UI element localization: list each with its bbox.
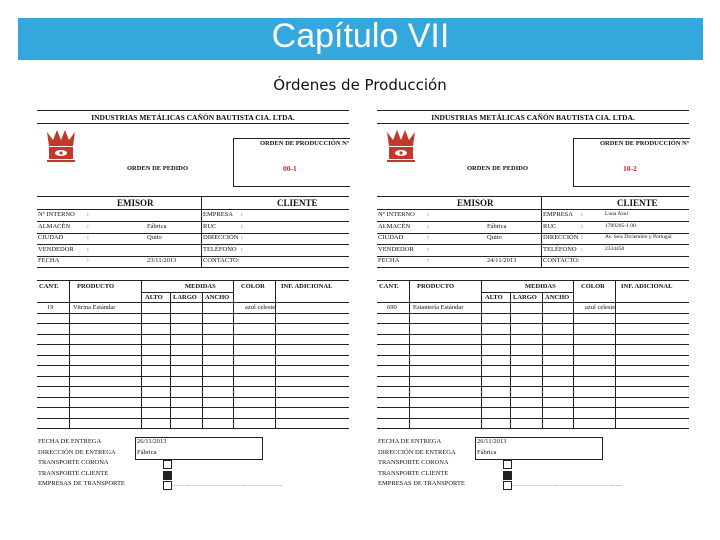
cliente-label: TELÉFONO — [203, 245, 237, 253]
order-form-1 — [37, 110, 349, 495]
cliente-title: CLIENTE — [617, 198, 658, 208]
cliente-label: RUC — [203, 222, 217, 230]
table-row — [37, 334, 349, 335]
emisor-title: EMISOR — [457, 198, 494, 208]
col-info: INF. ADICIONAL — [281, 283, 333, 290]
table-row — [377, 376, 689, 377]
delivery-label: EMPRESAS DE TRANSPORTE — [38, 480, 125, 487]
table-rule — [377, 280, 689, 281]
cliente-label: CONTACTO: — [543, 257, 580, 264]
col-producto: PRODUCTO — [417, 283, 455, 290]
emisor-title: EMISOR — [117, 198, 154, 208]
emisor-value: 23/11/2013 — [147, 257, 177, 264]
cliente-sep: : — [581, 211, 583, 218]
item-producto: Vitrina Estándar — [73, 304, 116, 311]
col-color: COLOR — [581, 283, 605, 290]
signature-line: ………………………………………… — [511, 482, 623, 488]
delivery-value: 26/11/2013 — [137, 438, 167, 445]
emisor-value: Fábrica — [487, 222, 507, 230]
info-row-rule — [37, 221, 349, 222]
crown-logo-icon — [385, 128, 417, 164]
emisor-label: Nº INTERNO — [38, 211, 75, 218]
slide-subtitle: Órdenes de Producción — [273, 76, 447, 94]
delivery-value: Fábrica — [137, 448, 157, 456]
emisor-label: Nº INTERNO — [378, 211, 415, 218]
table-row — [37, 313, 349, 314]
item-cant: 19 — [47, 304, 54, 311]
col-alto: ALTO — [485, 294, 503, 301]
company-name: INDUSTRIAS METÁLICAS CAÑÓN BAUTISTA CIA. LTDA. — [431, 113, 635, 122]
order-number: 00-1 — [283, 164, 297, 173]
form-rule — [37, 123, 349, 124]
cliente-value: 2334450 — [605, 245, 625, 252]
form-top-rule — [377, 110, 689, 111]
delivery-box — [475, 437, 603, 460]
item-cant: 690 — [387, 304, 397, 311]
emisor-value: 24/11/2013 — [487, 257, 517, 264]
delivery-label: TRANSPORTE CLIENTE — [38, 469, 109, 477]
transport-checkbox[interactable] — [163, 460, 172, 469]
emisor-label: FECHA — [378, 257, 400, 264]
cliente-label: DIRECCIÓN — [543, 234, 579, 241]
cliente-label: RUC — [543, 222, 557, 230]
col-medidas: MEDIDAS — [185, 283, 216, 290]
table-row — [37, 302, 349, 303]
transport-checkbox[interactable] — [503, 460, 512, 469]
item-color: azul celeste — [585, 304, 616, 311]
cliente-sep: : — [241, 245, 243, 253]
delivery-label: TRANSPORTE CORONA — [378, 459, 449, 466]
form-top-rule — [37, 110, 349, 111]
table-row — [37, 418, 349, 419]
cliente-label: DIRECCIÓN — [203, 234, 239, 241]
table-row — [377, 323, 689, 324]
cliente-value: Luna Azul — [605, 211, 629, 217]
slide-title: Capítulo VII — [271, 17, 450, 55]
emisor-sep: : — [87, 211, 89, 218]
emisor-label: CIUDAD — [38, 234, 64, 241]
table-row — [37, 386, 349, 387]
table-row — [377, 313, 689, 314]
emisor-sep: : — [427, 245, 429, 253]
delivery-box — [135, 437, 263, 460]
table-row — [37, 355, 349, 356]
section-rule — [37, 209, 349, 210]
production-order-label: ORDEN DE PRODUCCIÓN Nº — [260, 140, 349, 147]
cliente-label: EMPRESA — [203, 211, 233, 218]
delivery-label: FECHA DE ENTREGA — [378, 438, 442, 445]
cliente-sep: : — [581, 245, 583, 253]
emisor-label: CIUDAD — [378, 234, 404, 241]
cliente-title: CLIENTE — [277, 198, 318, 208]
table-row — [37, 365, 349, 366]
emisor-label: VENDEDOR — [38, 245, 74, 253]
table-row — [377, 365, 689, 366]
info-row-rule — [377, 244, 689, 245]
section-rule — [37, 196, 349, 197]
company-name: INDUSTRIAS METÁLICAS CAÑÓN BAUTISTA CIA. LTDA. — [91, 113, 295, 122]
cliente-sep: : — [581, 234, 583, 241]
info-row-rule — [37, 256, 349, 257]
cliente-label: CONTACTO: — [203, 257, 240, 264]
emisor-sep: : — [427, 257, 429, 264]
table-row — [37, 344, 349, 345]
col-ancho: ANCHO — [545, 294, 570, 301]
form-rule — [377, 123, 689, 124]
info-row-rule — [377, 256, 689, 257]
table-row — [377, 397, 689, 398]
table-row — [377, 302, 689, 303]
item-color: azul celeste — [245, 304, 276, 311]
col-largo: LARGO — [173, 294, 197, 301]
cliente-value: 1709205-1 00 — [605, 222, 636, 229]
emisor-sep: : — [87, 245, 89, 253]
transport-checkbox[interactable] — [163, 471, 172, 480]
table-row — [37, 323, 349, 324]
cliente-sep: : — [581, 222, 583, 230]
table-row — [37, 376, 349, 377]
emisor-sep: : — [427, 222, 429, 230]
info-row-rule — [377, 267, 689, 268]
emisor-sep: : — [87, 257, 89, 264]
emisor-sep: : — [87, 234, 89, 241]
info-row-rule — [37, 233, 349, 234]
order-form-2 — [377, 110, 689, 495]
info-row-rule — [37, 267, 349, 268]
col-cant: CANT. — [379, 283, 399, 290]
emisor-label: ALMACÉN — [38, 222, 71, 230]
cliente-sep: : — [241, 234, 243, 241]
delivery-label: DIRECCIÓN DE ENTREGA — [378, 448, 456, 456]
emisor-sep: : — [87, 222, 89, 230]
table-bottom-rule — [377, 428, 689, 429]
emisor-label: ALMACÉN — [378, 222, 411, 230]
cliente-label: EMPRESA — [543, 211, 573, 218]
col-ancho: ANCHO — [205, 294, 230, 301]
table-row — [377, 418, 689, 419]
delivery-label: FECHA DE ENTREGA — [38, 438, 102, 445]
production-order-label: ORDEN DE PRODUCCIÓN Nº — [600, 140, 689, 147]
col-info: INF. ADICIONAL — [621, 283, 673, 290]
delivery-label: DIRECCIÓN DE ENTREGA — [38, 448, 116, 456]
item-producto: Estantería Estándar — [413, 304, 464, 311]
col-alto: ALTO — [145, 294, 163, 301]
table-row — [377, 386, 689, 387]
col-color: COLOR — [241, 283, 265, 290]
col-medidas: MEDIDAS — [525, 283, 556, 290]
info-row-rule — [377, 221, 689, 222]
col-largo: LARGO — [513, 294, 537, 301]
table-row — [37, 397, 349, 398]
section-rule — [377, 196, 689, 197]
section-rule — [377, 209, 689, 210]
cliente-label: TELÉFONO — [543, 245, 577, 253]
cliente-sep: : — [241, 211, 243, 218]
delivery-label: TRANSPORTE CORONA — [38, 459, 109, 466]
crown-logo-icon — [45, 128, 77, 164]
table-row — [377, 407, 689, 408]
delivery-label: TRANSPORTE CLIENTE — [378, 469, 449, 477]
order-request-label: ORDEN DE PEDIDO — [467, 165, 529, 172]
medidas-rule — [141, 292, 233, 293]
delivery-value: Fábrica — [477, 448, 497, 456]
cliente-value: Av. Seis Diciembre y Portugal — [605, 234, 672, 240]
order-number: 10-2 — [623, 164, 637, 173]
table-row — [377, 355, 689, 356]
info-row-rule — [37, 244, 349, 245]
cliente-sep: : — [241, 222, 243, 230]
medidas-rule — [481, 292, 573, 293]
delivery-value: 26/11/2013 — [477, 438, 507, 445]
emisor-label: FECHA — [38, 257, 60, 264]
table-row — [37, 407, 349, 408]
emisor-value: Fábrica — [147, 222, 167, 230]
order-request-label: ORDEN DE PEDIDO — [127, 165, 189, 172]
table-row — [377, 334, 689, 335]
emisor-value: Quito — [487, 234, 502, 241]
col-producto: PRODUCTO — [77, 283, 115, 290]
table-row — [377, 344, 689, 345]
emisor-value: Quito — [147, 234, 162, 241]
table-rule — [37, 280, 349, 281]
emisor-sep: : — [427, 234, 429, 241]
col-cant: CANT. — [39, 283, 59, 290]
transport-checkbox[interactable] — [503, 471, 512, 480]
delivery-label: EMPRESAS DE TRANSPORTE — [378, 480, 465, 487]
emisor-label: VENDEDOR — [378, 245, 414, 253]
emisor-sep: : — [427, 211, 429, 218]
signature-line: ………………………………………… — [171, 482, 283, 488]
table-bottom-rule — [37, 428, 349, 429]
